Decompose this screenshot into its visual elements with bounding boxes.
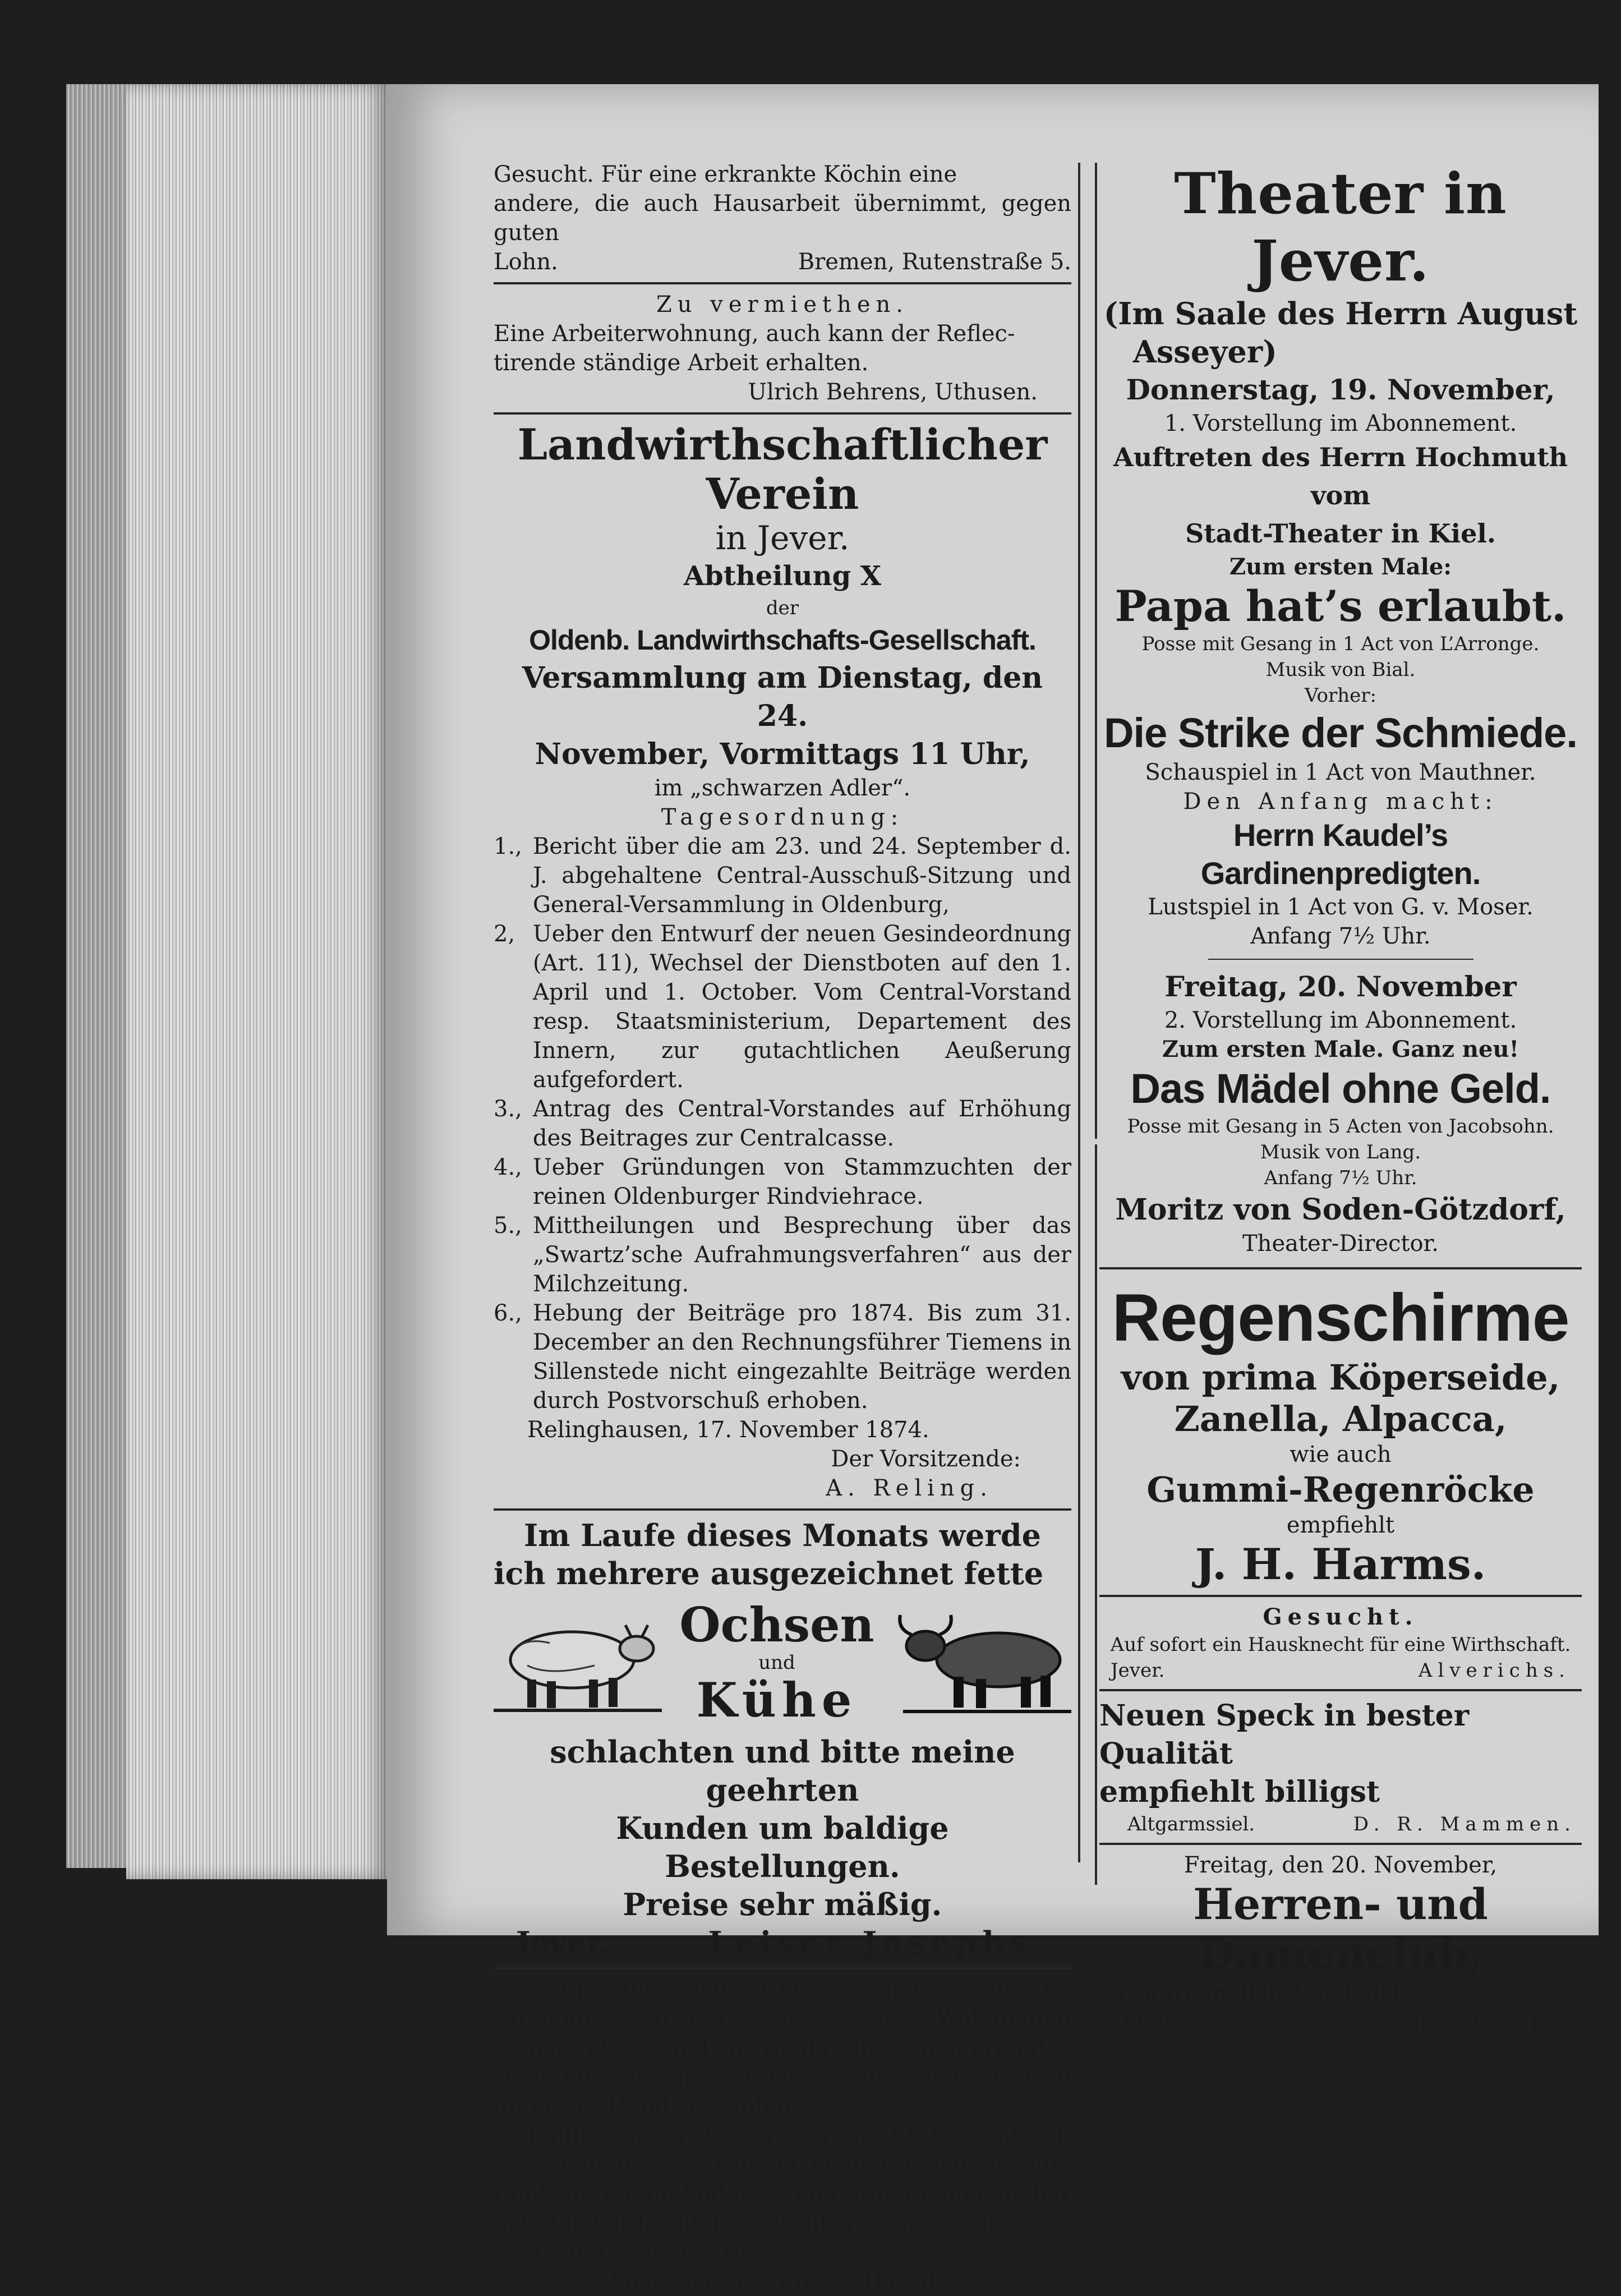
agenda-number: 6.,	[494, 1300, 522, 1326]
date-line: Freitag, den 20. November,	[1183, 1852, 1498, 1878]
book-edge	[66, 84, 128, 1868]
play-desc: Musik von Lang.	[1260, 1141, 1421, 1163]
oxen-illustration-row	[494, 1597, 1071, 1728]
text: Vorher:	[1305, 684, 1376, 707]
ad-signature: J. H. Harms.	[1195, 1539, 1486, 1589]
ad-text: Preise sehr mäßig.	[623, 1887, 942, 1922]
ad-text: Neuen Speck in bester Qualität	[1099, 1699, 1470, 1771]
agenda-number: 5.,	[494, 1213, 522, 1239]
agenda-item	[494, 832, 1071, 919]
big-word: Kühe	[696, 1672, 858, 1728]
ox-illustration-right	[892, 1609, 1071, 1716]
ad-text: tirende ständige Arbeit erhalten.	[494, 350, 869, 376]
section-label: Abtheilung X	[683, 560, 882, 592]
director-name: Moritz von Soden-Götzdorf,	[1115, 1193, 1566, 1227]
agenda-text: Mittheilungen und Besprechung über das „Swartz’sche Aufrahmungsverfahren“ aus der Milchzeitung.	[533, 1213, 1071, 1297]
text: Zum ersten Male. Ganz neu!	[1162, 1036, 1519, 1062]
ad-text: von prima Köperseide,	[1121, 1357, 1560, 1398]
agenda-text: Hebung der Beiträge pro 1874. Bis zum 31. December an den Rechnungsführer Tiemens in Sillenstede nicht eingezahlte Beiträge werden durch Postvorschuß erhoben.	[533, 1300, 1071, 1414]
ad-agricultural-association	[494, 420, 1071, 1503]
ad-text: Lohn.	[494, 249, 558, 275]
ad-text: wozu freundlichst einladet	[1099, 1980, 1402, 2006]
play-desc: Posse mit Gesang in 5 Acten von Jacobsohn.	[1127, 1115, 1554, 1138]
ad-text: Gesucht. Für eine erkrankte Köchin eine	[494, 162, 957, 187]
ad-place: Pievens.	[1122, 2009, 1217, 2035]
ad-text: Gummi-Regenröcke	[1146, 1469, 1535, 1510]
play-title: Das Mädel ohne Geld.	[1130, 1065, 1551, 1112]
ad-signature: D. R. Mammen.	[1353, 1813, 1576, 1835]
text: Auftreten des Herrn Hochmuth vom	[1113, 442, 1568, 510]
ad-cook-wanted	[494, 160, 1071, 277]
divider	[1099, 1595, 1582, 1597]
agenda-item	[494, 1299, 1071, 1415]
ad-place: Jever.	[516, 1925, 610, 1961]
divider	[494, 1967, 1071, 1970]
subheadline: Asseyer)	[1133, 334, 1277, 370]
dateline: Accum, Nov. 13. 1874.	[527, 2239, 784, 2265]
chair-label: Der Vorsitzende:	[831, 1446, 1021, 1472]
agenda-number: 4.,	[494, 1154, 522, 1180]
venue: im „schwarzen Adler“.	[654, 775, 911, 801]
society-name: Oldenb. Landwirthschafts-Gesellschaft.	[529, 624, 1036, 656]
ad-text: ich mehrere ausgezeichnet fette	[494, 1556, 1044, 1591]
agenda-text: Ueber den Entwurf der neuen Gesindeordnung (Art. 11), Wechsel der Dienstboten auf den 1. April und 1. October. Vom Central-Vorstand resp. Staatsministerium, Departement des Innern, zur gutachtlichen Aeußerung aufgefordert.	[533, 921, 1071, 1093]
play-title: Herrn Kaudel’s Gardinenpredigten.	[1200, 817, 1481, 891]
ox-illustration-left	[494, 1609, 662, 1716]
big-word: Ochsen	[679, 1597, 874, 1653]
ad-place: Altgarmssiel.	[1127, 1813, 1255, 1835]
ad-text: Wegzugshalber will Unterzeichneter sein im Kirchdorf Accum zu zwei Wohnungen eingerichtetes und vor wenig Jahren neu erbautes Haus mit sehr großem Obst- und Gemüse-Garten unter der Hand verkaufen.	[494, 1977, 1071, 2119]
agenda-text: Antrag des Central-Vorstandes auf Erhöhung des Beitrages zur Centralcasse.	[533, 1096, 1071, 1151]
agenda-text: Ueber Gründungen von Stammzuchten der reinen Oldenburger Rindviehrace.	[533, 1154, 1071, 1209]
headline: Theater in Jever.	[1174, 160, 1507, 294]
play-desc: Musik von Bial.	[1265, 659, 1416, 681]
meeting-line: Versammlung am Dienstag, den 24.	[522, 661, 1043, 733]
ad-text: empfiehlt billigst	[1099, 1775, 1380, 1809]
divider	[494, 282, 1071, 284]
oxen-words	[679, 1597, 874, 1728]
ad-signature: Johann Gerdes Held.	[611, 2269, 954, 2294]
ad-umbrellas	[1099, 1278, 1582, 1589]
divider	[1099, 1267, 1582, 1269]
ad-text: empfiehlt	[1286, 1512, 1395, 1538]
text: 2. Vorstellung im Abonnement.	[1164, 1007, 1517, 1033]
ad-rent	[494, 290, 1071, 407]
date-line: Freitag, 20. November	[1164, 970, 1517, 1003]
agenda-title: Tagesordnung:	[661, 804, 904, 830]
text: Zum ersten Male:	[1229, 554, 1452, 580]
subheadline: in Jever.	[715, 519, 850, 557]
column-rule	[1078, 163, 1080, 1862]
text: der	[766, 597, 799, 619]
ad-signature: Ulrich Behrens, Uthusen.	[748, 379, 1038, 405]
agenda-item	[494, 1153, 1071, 1211]
director-title: Theater-Director.	[1242, 1231, 1439, 1257]
ad-theater	[1099, 160, 1582, 1258]
start-time: Anfang 7½ Uhr.	[1264, 1167, 1417, 1189]
ad-text: wie auch	[1290, 1442, 1392, 1467]
page-stack	[126, 84, 390, 1879]
agenda-item	[494, 919, 1071, 1094]
divider	[494, 412, 1071, 415]
ad-bacon	[1099, 1697, 1582, 1837]
ad-oxen	[494, 1516, 1071, 1962]
text: Den Anfang macht:	[1183, 789, 1498, 815]
ad-servant-wanted	[1099, 1603, 1582, 1683]
ad-text: Im Laufe dieses Monats werde	[524, 1517, 1041, 1553]
agenda-number: 3.,	[494, 1096, 522, 1122]
agenda-number: 1.,	[494, 834, 522, 859]
headline: Herren- und Damenclub,	[1193, 1879, 1488, 1978]
play-desc: Posse mit Gesang in 1 Act von L’Arronge.	[1141, 633, 1540, 655]
headline: Landwirthschaftlicher Verein	[517, 420, 1048, 519]
ad-house-sale	[494, 1975, 1071, 2296]
divider	[1208, 959, 1473, 960]
ad-heading: Zu vermiethen.	[656, 292, 909, 318]
text: Stadt-Theater in Kiel.	[1185, 518, 1496, 549]
agenda-item	[494, 1094, 1071, 1153]
ad-address: Bremen, Rutenstraße 5.	[798, 249, 1071, 275]
ad-heading: Gesucht.	[1263, 1604, 1419, 1630]
divider	[1099, 1689, 1582, 1691]
ad-text: Kunden um baldige Bestellungen.	[616, 1810, 949, 1884]
ad-signature: Alverichs.	[1418, 1659, 1571, 1682]
conjunction: und	[758, 1651, 795, 1674]
play-title: Die Strike der Schmiede.	[1104, 710, 1577, 756]
ad-text: schlachten und bitte meine geehrten	[550, 1734, 1015, 1808]
subheadline: (Im Saale des Herrn August	[1103, 296, 1578, 332]
play-desc: Lustspiel in 1 Act von G. v. Moser.	[1148, 894, 1533, 920]
play-desc: Schauspiel in 1 Act von Mauthner.	[1145, 760, 1536, 785]
ad-text: andere, die auch Hausarbeit übernimmt, gegen guten	[494, 191, 1071, 246]
meeting-line: November, Vormittags 11 Uhr,	[535, 737, 1030, 771]
right-column	[1099, 160, 1582, 2037]
right-frame-rule	[1095, 1144, 1097, 1885]
date-line: Donnerstag, 19. November,	[1126, 373, 1555, 406]
ad-text: Zanella, Alpacca,	[1174, 1398, 1507, 1439]
divider	[1099, 1843, 1582, 1845]
ad-signature: Schönbohm.	[1373, 2009, 1571, 2035]
ad-place: Jever.	[1111, 1659, 1165, 1682]
ad-text: Eine Arbeiterwohnung, auch kann der Reflec-	[494, 321, 1015, 347]
play-title: Papa hat’s erlaubt.	[1115, 581, 1567, 631]
ad-club	[1099, 1851, 1582, 2037]
ad-text: Kaufliebhaber wollen sich am 29. Novemb., d. J., Nachmittags 2 Uhr, in meiner Wohnung zum Contrahiren einfinden; wenn irgend annehmbar geboten wird, soll der Zuschlag sofort erfolgen.	[494, 2123, 1071, 2236]
agenda-list	[494, 832, 1071, 1415]
left-column	[494, 160, 1071, 2296]
agenda-item	[494, 1211, 1071, 1299]
chair-name: A. Reling.	[826, 1475, 993, 1501]
newspaper-page	[387, 84, 1599, 2294]
text: 1. Vorstellung im Abonnement.	[1164, 411, 1517, 436]
ad-signature: Leiser Josephs.	[708, 1925, 1049, 1961]
headline: Regenschirme	[1112, 1280, 1569, 1355]
agenda-number: 2,	[494, 921, 515, 947]
divider	[494, 1508, 1071, 1511]
theater-frame-rule	[1095, 163, 1097, 1139]
agenda-text: Bericht über die am 23. und 24. September d. J. abgehaltene Central-Ausschuß-Sitzung und General-Versammlung in Oldenburg,	[533, 834, 1071, 918]
start-time: Anfang 7½ Uhr.	[1250, 923, 1431, 949]
dateline: Relinghausen, 17. November 1874.	[527, 1417, 929, 1443]
ad-text: Auf sofort ein Hausknecht für eine Wirthschaft.	[1110, 1634, 1571, 1656]
